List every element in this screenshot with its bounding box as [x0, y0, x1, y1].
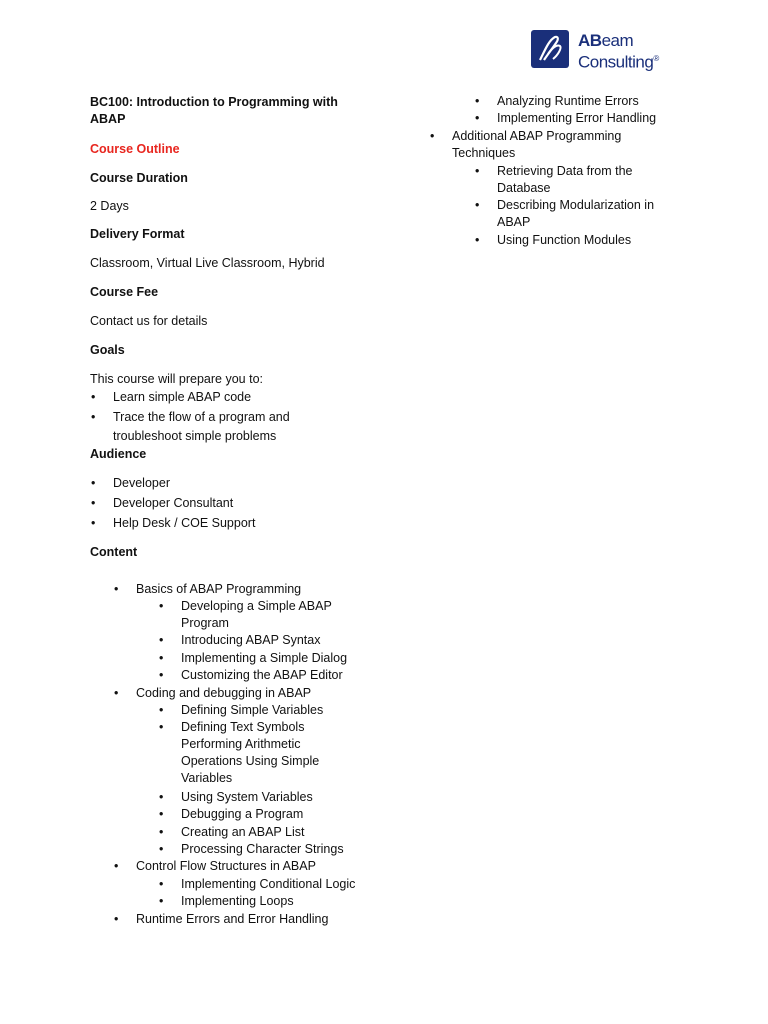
list-item: • Defining Simple Variables — [181, 702, 323, 719]
list-item: • Using System Variables — [181, 789, 313, 806]
page-title: BC100: Introduction to Programming with ABAP — [90, 95, 338, 126]
list-item: • Help Desk / COE Support — [113, 515, 255, 532]
delivery-heading: Delivery Format — [90, 227, 185, 241]
abeam-logo-icon — [531, 30, 569, 68]
list-item: • Customizing the ABAP Editor — [181, 667, 343, 684]
course-outline-heading: Course Outline — [90, 142, 180, 156]
duration-heading: Course Duration — [90, 171, 188, 185]
duration-value: 2 Days — [90, 199, 129, 213]
content-section: • Runtime Errors and Error Handling — [136, 911, 328, 928]
list-item: • Trace the flow of a program and troubleshoot simple problems — [113, 408, 313, 446]
content-section: • Control Flow Structures in ABAP — [136, 858, 316, 875]
list-item: • Describing Modularization in ABAP — [497, 197, 667, 231]
logo-wordmark-line2: Consulting® — [578, 52, 659, 72]
list-item: • Using Function Modules — [497, 232, 631, 249]
content-section: • Coding and debugging in ABAP — [136, 685, 311, 702]
list-item: • Processing Character Strings — [181, 841, 344, 858]
list-item: • Retrieving Data from the Database — [497, 163, 647, 197]
audience-heading: Audience — [90, 447, 147, 461]
list-item: • Introducing ABAP Syntax — [181, 632, 320, 649]
list-item: • Defining Text Symbols Performing Arithmetic Operations Using Simple Variables — [181, 719, 331, 787]
list-item: • Analyzing Runtime Errors — [497, 93, 639, 110]
delivery-value: Classroom, Virtual Live Classroom, Hybrid — [90, 256, 325, 270]
content-section: • Additional ABAP Programming Techniques — [452, 128, 652, 162]
goals-heading: Goals — [90, 343, 125, 357]
logo-wordmark-line1: ABeam — [578, 31, 634, 50]
list-item: • Implementing Conditional Logic — [181, 876, 355, 893]
list-item: • Developing a Simple ABAP Program — [181, 598, 341, 632]
list-item: • Implementing Error Handling — [497, 110, 656, 127]
list-item: • Implementing Loops — [181, 893, 294, 910]
list-item: • Developer Consultant — [113, 495, 233, 512]
content-heading: Content — [90, 545, 138, 559]
goals-intro: This course will prepare you to: — [90, 372, 263, 386]
list-item: • Creating an ABAP List — [181, 824, 304, 841]
fee-heading: Course Fee — [90, 285, 159, 299]
content-section: • Basics of ABAP Programming — [136, 581, 301, 598]
list-item: • Implementing a Simple Dialog — [181, 650, 347, 667]
fee-value: Contact us for details — [90, 314, 208, 328]
list-item: • Learn simple ABAP code — [113, 389, 251, 406]
list-item: • Debugging a Program — [181, 806, 303, 823]
list-item: • Developer — [113, 475, 170, 492]
